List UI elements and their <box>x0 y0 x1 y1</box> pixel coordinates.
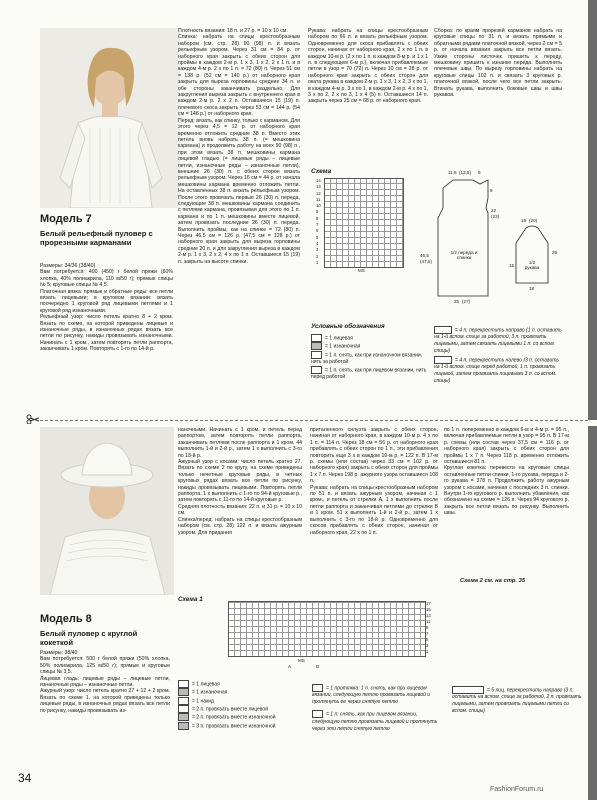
chart-row-number: 12 <box>316 190 321 196</box>
dim-r5: 18 <box>529 286 535 291</box>
model7-col4-text: Сборка: по краям прорезей карманов набрать на круговые спицы по 31 п. и вязать прямыми и обратными рядами платочной вязкой, через 2 см = 5 р. от начала вязания закрыть все петли вязать. Узкие стороны листочек пришить к переду, мешковину пришить к изнанке переда. Выполнить плечевые швы. По вырезу горловины набрать на круговые спицы 102 п. и связать 3 круговых р. платочной вязкой, после чего все петли закрыть. Втачать рукава, выполнить боковые швы и швы рукавов. <box>434 28 562 99</box>
chart-row-number: 4 <box>316 240 319 246</box>
legend-swatch <box>178 705 189 713</box>
side-bar-bottom <box>588 426 597 800</box>
model8-chart <box>228 601 443 671</box>
model7-subtitle: Белый рельефный пуловер с прорезными карманами <box>40 229 153 247</box>
legend-item: = 1 изнаночная <box>311 342 431 350</box>
model8-col3-text: приталенного силуэта закрыть с обеих сторон, начиная от наборного края, в каждом 10-м р. 4 х по 1 п. = 114 п. Через 18 см = 56 р. от наборного края прибавлять с обеих сторон по 1 п., эти прибавления повторить еще 3 х в каждом 10-м р. = 122 п. В 17-м р. схемы (или состав) через 33 см = 102 р. от наборного края) закрыть с обеих сторон для проймы 1 х 7 п. Через 198 р. ажурного узора оставшиеся 108 п. Рукава: набрать на спицы крестообразным набором по 51 п. и вязать ажурным узором, начиная с 1 кром., и петель от стрелки A, 1 х выполнить после петли раппорта и заканчивая петлями до стрелки B и 1 кром. 51 х выполнить 1-й и 2-й р., затем 1 х выполнить с 3-го по 18-й р. Одновременно для скосов прибавлять с обеих сторон, начиная от наборного края, 22 х по 1 п. <box>310 427 438 536</box>
dim-r1: 19 <box>521 218 527 223</box>
model7-legend-right: = 4 п. перекрестить направо (1 п. оставить на 1-й вспом. спице за работой, 3 п. провязать лицевыми, затем связать лицевыми 1 п. со вспом. спицы) <box>434 327 562 355</box>
legend-item: = 1 лицевая <box>311 334 431 342</box>
chart-row-number: 7 <box>426 631 429 636</box>
model7-schema-title: Схема <box>311 168 332 175</box>
legend-item: = 1 протяжка: 1 п. снять, как при лицевом вязании, следующую петлю провязать лицевой и протянуть ее через снятую петлю <box>312 685 431 706</box>
legend-swatch <box>178 688 189 696</box>
model7-pattern-diagram <box>418 168 568 308</box>
dim-w4: 9 <box>490 188 493 193</box>
model8-chart-a-label: A <box>288 664 292 669</box>
model8-subtitle: Белый пуловер с круглой кокеткой <box>40 629 138 647</box>
chart-row-number: 6 <box>316 228 319 234</box>
legend-item: = 1 п. снять, как при лицевом вязании, следующую петлю провязать лицевой и протянуть через эти петли снятую петлю <box>312 711 438 732</box>
model8-photo <box>40 427 174 595</box>
legend-item: = 2 п. провязать вместе лицевой <box>178 705 306 713</box>
dim-w3: 8 <box>478 170 481 175</box>
model8-legend <box>178 680 306 730</box>
model8-chart-grid <box>228 601 426 657</box>
dim-h4: (47,5) <box>420 259 433 264</box>
model8-col4-text: по 1 п. попеременно в каждом 6-м и 4-м р. = 95 п., включая прибавляемые петли в узор = 95 п. В 17-м р. схемы (или состав через 37,5 см = 116 р. от наборного края) закрыть с обеих сторон для проймы 1 х 7 п. Через 118 р. временно отложить оставшиеся 81 п. Круглая кокетка: перевести на круговые спицы оставленные петли спинки, 1-го рукава, переда и 2-го рукава = 378 п. Продолжить работу ажурным узором с косами, начиная с последних 3 п. спинки. Внутри 1-го кругового р. выполнить убавления, как обозначено на схеме = 126 п. Через 94 кругового р. закрыть все петли вязать по рисунку. Выполнить швы. <box>444 427 569 517</box>
dim-h2: (23) <box>491 214 500 219</box>
model8-chart-row-labels <box>426 601 438 655</box>
chart-row-number: 9 <box>426 625 429 630</box>
legend-item: = 1 п. снять, как при лицевом вязании, нить перед работой <box>311 367 427 381</box>
legend-item: = 2 п. провязать вместе изнаночной <box>178 713 306 721</box>
chart-row-number: 5 <box>316 234 319 240</box>
chart-row-number: 13 <box>426 613 431 618</box>
chart-row-number: 7 <box>316 222 319 228</box>
model7-left-text: Размеры: 34/36 (38/40) Вам потребуется: 400 (450) г белой пряжи (60% хлопка, 40% полиакрила, 110 м/50 г); прямые спицы № 5; круговые спицы № 4,5. Платочная вязка: прямые и обратные ряды: все петли вязать лицевыми; в круговом вязании: вязать поочередно 1 круговой ряд лицевыми петлями и 1 круговой ряд изнаночными. Рельефный узор: число петель кратно 8 + 2 кром. Вязать по схеме, на которой приведены лицевые и изнаночные ряды, в изнаночных рядах вязать все петли по рисунку, накиды провязывать изнаночными. Начинать с 1 кром., затем повторять петли раппорта, заканчивать 1 кром. Повторять с 1-го по 14-й р. <box>40 263 173 353</box>
legend-swatch <box>311 366 322 374</box>
legend-item: = 1 лицевая <box>178 680 306 688</box>
chart-row-number: 1 <box>426 649 429 654</box>
legend-swatch <box>178 680 189 688</box>
legend-swatch <box>178 722 189 730</box>
model7-legend-title: Условные обозначения <box>311 323 385 330</box>
model7-title: Модель 7 <box>40 213 92 225</box>
model7-legend-right2: = 4 п. перекрестить налево (3 п. оставить на 1-й вспом. спице перед работой, 1 п. провязать лицевой, затем провязать лицевыми 3 п. со вспом. спицы) <box>434 357 560 385</box>
dim-r3: 25 <box>552 250 558 255</box>
chart-row-number: 1 <box>316 259 319 265</box>
side-bar-top <box>588 0 597 420</box>
chart-row-number: 15 <box>426 607 431 612</box>
model7-chart-row-labels <box>316 178 324 266</box>
dim-h1: 22 <box>491 208 497 213</box>
legend-swatch <box>311 351 322 359</box>
model8-title: Модель 8 <box>40 613 92 625</box>
model8-schema1-title: Схема 1 <box>178 596 203 603</box>
dim-r4: 15 <box>509 263 515 268</box>
scissors-icon <box>26 414 40 424</box>
model7-photo <box>40 28 180 208</box>
legend-swatch <box>312 684 323 692</box>
model8-chart-b-label: B <box>316 664 320 669</box>
chart-row-number: 11 <box>426 619 431 624</box>
model7-col3-text: Рукава: набрать на спицы крестообразным набором по 66 п. и вязать рельефным узором. Одновременно для скоса прибавлять с обеих сторон, начиная от наборного края, 2 х по 1 п. в каждом 10-м р. (2 х по 1 п. в каждом 8-м р. и 1 х 1 п. в следующем 6-м р.), включая прибавляемые петли в узор = 70 (72) п. Через 10 см = 28 р. от наборного края закрыть с обеих сторон для оката рукава в каждом 2-м р. 1 х 3, 1 х 2, 3 х по 1, в каждом 4-м р. 3 х по 1, в каждом 2-м р. 4 х по 1, 3 х по 2, 2 х по 3, 1 х 4 (5) п. Оставшиеся 14 п. закрыть через 25 см = 68 р. от наборного края. <box>308 28 428 105</box>
model7-pattern-svg <box>418 168 568 308</box>
legend-swatch <box>178 697 189 705</box>
dim-h3: 46,5 <box>420 253 429 258</box>
watermark: FashionForum.ru <box>490 786 544 793</box>
pattern-label-sleeve: 1/2 рукава <box>524 260 540 270</box>
model8-schema2-note: Схема 2 см. на стр. 35 <box>460 578 526 584</box>
chart-row-number: 2 <box>316 253 319 259</box>
legend-item: = 3 п. провязать вместе изнаночной <box>178 722 306 730</box>
dim-w1: 11,5 <box>448 170 457 175</box>
model8-left-text: Размеры: 38/40 Вам потребуется: 500 г белой пряжи (50% хлопка, 50% полиакрила, 125 м/50 г); прямые и круговые спицы № 3,5. Лицевая гладь: лицевые ряды – лицевые петли, изнаночные ряды – изнаночные петли. Ажурный узор: число петель кратно 27 + 12 + 2 кром. Вязать по схеме 1, на которой приведены только лицевые ряды, в изнаночных рядах вязать все петли по рисунку, накиды провязывать из- <box>40 650 170 714</box>
chart-row-number: 8 <box>316 215 319 221</box>
model8-legend-right: = 5 лиц. перекрестить направо (3 п. оставить на вспом. спице за работой, 2 п. провязать лицевыми, затем провязать лицевыми петли со вспом. спицы) <box>452 687 582 715</box>
model7-chart-ms-label: MS <box>358 268 365 273</box>
legend-swatch <box>434 326 452 334</box>
legend-item: = 1 изнаночная <box>178 688 306 696</box>
pattern-label-front: 1/2 переда и спинки <box>450 250 478 260</box>
divider <box>40 420 588 421</box>
dim-b1: 25 <box>454 299 460 304</box>
model7-col2-text: Плотность вязания: 18 п. и 27 р. = 10 х 10 см. Спинка: набрать на спицы крестообразным набором (см. стр. 28) 90 (98) п. и вязать рельефным узором. Через 31 см = 84 р. от наборного края закрыть с обеих сторон для проймы в каждом 2-м р. 1 х 3, 1 х 2, 2 х 1 п. и в каждом 4-м р. 2 х по 1 п. = 72 (80) п. Через 51 см = 138 р. (52 см = 140 р.) от наборного края закрыть для выреза горловины средние 34 п. и обе стороны заканчивать раздельно. Для закругления выреза закрыть с внутреннего края в каждом 2-м р. 2 х 2 п. Оставшиеся 15 (19) п. плечевого скоса закрыть через 53 см = 144 р. (54 см = 146 р.) от наборного края. Перед: вязать, как спинку, только с карманом. Для этого через 4,5 = 12 р. от наборного края временно отложить средние 38 п. Вместо этих петель вновь набрать 38 п. (= мешковина кармана) и продолжить работу на всех 90 (98) п., при этом вязать 38 п. мешковины кармана лицевой гладью (= лицевые ряды – лицевые петли, изнаночные ряды – изнаночные петли), внешние 26 (30) п. с обеих сторон вязать рельефным узором. Через 16 см = 44 р. от начала мешковины кармана временно отложить петли. На оставленных 38 п. вязать рельефным узором. После этого провязать первые 26 (30) п. переда, следующие 38 п. мешковины кармана соединить с петлями кармана, провязывая для этого по 1 п. кармана и по 1 п. мешковины вместе лицевой, затем провязать последние 26 (30) п. переда. Выполнить проймы, как на спинке = 72 (80) п. Через 46,5 см = 126 р. (47,5 см = 128 р.) от наборного края закрыть для выреза горловины средние 20 п. и для закругления выреза в каждом 2-м р. 1 х 3, 2 х 2, 4 х по 1 п. Оставшиеся 15 (19) п. закрыть на высоте спинки. <box>178 28 300 265</box>
dim-b2: (27) <box>462 299 471 304</box>
chart-row-number: 14 <box>316 178 321 183</box>
legend-swatch <box>311 342 322 350</box>
chart-row-number: 3 <box>316 247 319 253</box>
chart-row-number: 9 <box>316 209 319 215</box>
chart-row-number: 17 <box>426 601 431 606</box>
legend-swatch <box>311 334 322 342</box>
legend-swatch <box>434 356 452 364</box>
legend-swatch <box>312 710 323 718</box>
chart-row-number: 13 <box>316 184 321 190</box>
dim-r2: (20) <box>529 218 538 223</box>
model7-legend <box>311 334 431 381</box>
page-number: 34 <box>18 771 32 785</box>
model7-chart-grid <box>324 178 404 268</box>
legend-swatch <box>452 686 484 694</box>
chart-row-number: 3 <box>426 643 429 648</box>
model8-col2-text: наночными. Начинать с 1 кром. и петель перед раппортом, затем повторять петли раппорта, заканчивать петлями после раппорта и 1 кром. 44 выполнить 1-й и 2-й р., затем 1 х выполнить с 3-го по 18-й р. Ажурный узор с косами: число петель кратно 27. Вязать по схеме 2 по кругу, на схеме приведены только нечетные круговые ряды, в четных круговых рядах вязать все петли по рисунку, накиды провязывать лицевыми. Повторять петли раппорта. 1 х выполнить с 1-го по 94-й круговые р., затем повторять с 11-го по 14-й круговые р. Средняя плотность вязания: 22 п. и 31 р. = 10 х 10 см. Спинка/перед: набрать на спицы крестообразным набором (см. стр. 28) 122 п. и вязать ажурным узором. Для придания <box>178 427 302 536</box>
legend-item: = 1 п. снять, как при изнаночном вязании, нить за работой <box>311 351 423 365</box>
chart-row-number: 10 <box>316 203 321 209</box>
model8-legend-mid <box>312 684 440 733</box>
model7-chart <box>316 178 410 278</box>
model8-chart-ms-label: MS <box>298 658 305 663</box>
legend-item: = 1 накид <box>178 697 306 705</box>
chart-row-number: 11 <box>316 196 321 202</box>
legend-swatch <box>178 713 189 721</box>
dim-w2: (13,5) <box>459 170 472 175</box>
chart-row-number: 5 <box>426 637 429 642</box>
